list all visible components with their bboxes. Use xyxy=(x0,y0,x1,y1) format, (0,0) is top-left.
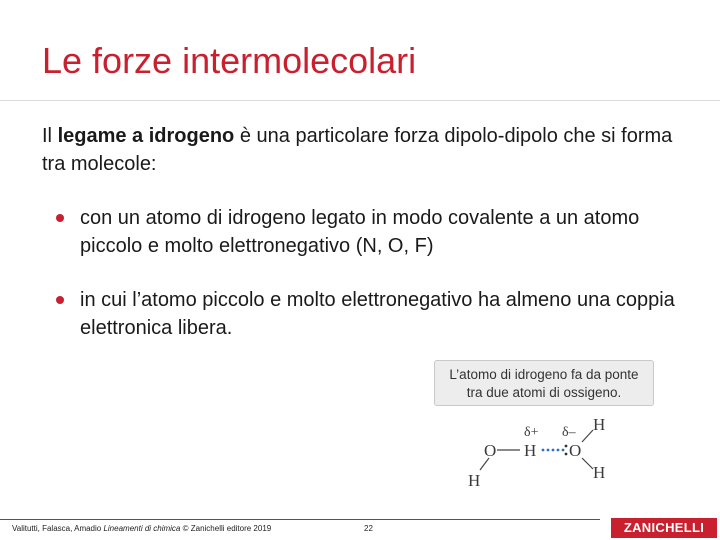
title-divider xyxy=(0,100,720,101)
bullet-dot-icon xyxy=(56,214,64,222)
atom-h-bottom-left: H xyxy=(468,471,481,490)
atom-left-oxygen: O xyxy=(484,441,497,460)
intro-paragraph xyxy=(42,122,692,178)
partial-charge-positive: δ+ xyxy=(524,425,539,440)
intro-bold-term: legame a idrogeno xyxy=(57,125,235,147)
atom-h-bottom-right: H xyxy=(593,463,606,482)
partial-charge-negative: δ– xyxy=(562,425,576,440)
callout-line-2: tra due atomi di ossigeno. xyxy=(466,385,622,400)
footer-credits xyxy=(12,524,271,533)
footer-book-title: Lineamenti di chimica xyxy=(103,524,181,533)
bond-o-h-top-right xyxy=(582,430,593,442)
bullet-text: in cui l’atomo piccolo e molto elettronegativo ha almeno una coppia elettronica libera. xyxy=(80,289,675,339)
intro-text-before: Il xyxy=(42,125,58,147)
bullet-item xyxy=(56,204,696,260)
zanichelli-logo: ZANICHELLI xyxy=(611,518,717,538)
bullet-item xyxy=(56,286,696,342)
footer-authors: Valitutti, Falasca, Amadio xyxy=(12,524,104,533)
slide-title: Le forze intermolecolari xyxy=(42,40,417,81)
lone-pair-dot xyxy=(565,445,568,448)
atom-h-top-right: H xyxy=(593,415,606,434)
bullet-list xyxy=(56,204,696,368)
atom-center-hydrogen: H xyxy=(524,441,537,460)
intro-text-after: è una particolare forza dipolo-dipolo che si forma tra molecole: xyxy=(42,125,673,175)
callout-line-1: L’atomo di idrogeno fa da ponte xyxy=(449,367,639,382)
bullet-text: con un atomo di idrogeno legato in modo covalente a un atomo piccolo e molto elettronegativo (N, O, F) xyxy=(80,207,640,257)
footer-divider xyxy=(0,519,600,520)
bond-o-h-bottom-right xyxy=(582,458,593,469)
hydrogen-bond-dots xyxy=(542,449,565,452)
page-number: 22 xyxy=(364,524,373,533)
footer-publisher: © Zanichelli editore 2019 xyxy=(180,524,272,533)
hydrogen-bond-diagram xyxy=(440,406,620,506)
atom-right-oxygen: O xyxy=(569,441,582,460)
figure-callout xyxy=(434,360,654,406)
lone-pair-dot xyxy=(565,453,568,456)
bullet-dot-icon xyxy=(56,296,64,304)
